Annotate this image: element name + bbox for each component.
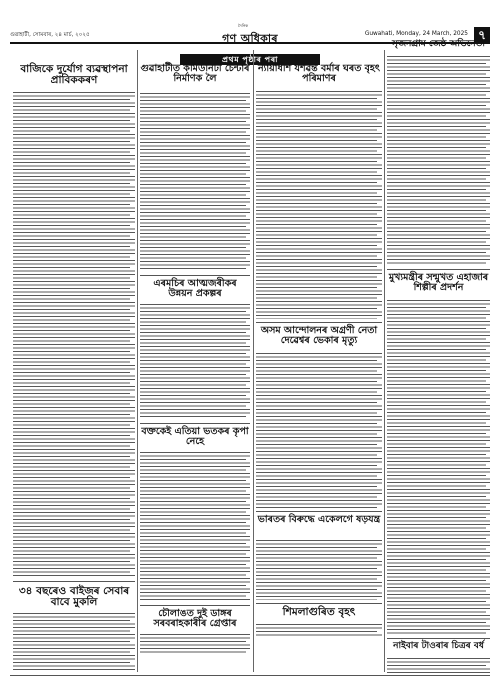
page-number: ৭ — [474, 27, 490, 43]
headline: ন্যায়াধীশ যশৱন্ত বৰ্মাৰ ঘৰত বৃহৎ পৰিমাণৰ — [258, 63, 380, 84]
article-body — [140, 452, 250, 602]
masthead-sub: দৈনিক — [238, 23, 249, 28]
headline: সৃজনগ্ৰাম জেষ্ঠ অভিনেতা — [392, 39, 485, 49]
story-divider — [140, 275, 250, 276]
column-3 — [256, 64, 382, 638]
story-divider — [140, 605, 250, 606]
article-body — [387, 300, 490, 635]
headline: এৰমচিৰ আত্মজৰীকৰ উন্নয়ন প্ৰকল্পৰ — [153, 278, 237, 299]
headline: গুৱাহাটীত কমিউনিটী চেন্টাৰ নিৰ্মাণক লৈ — [140, 63, 250, 84]
story-divider — [140, 423, 250, 424]
article-body — [256, 91, 382, 319]
headline: চৌলাঙত দুই ডাঙ্গৰ সৰবৰাহকাৰীৰ গ্ৰেপ্তাৰ — [153, 608, 237, 629]
column-divider — [384, 50, 385, 672]
story-divider — [387, 638, 490, 639]
assamese-date: গুৱাহাটী, সোমবাৰ, ২৪ মাৰ্চ, ২০২৫ — [10, 32, 90, 38]
article-body — [140, 304, 250, 419]
headline: বক্তকেই এতিয়া ভতকৰ কৃপা নেহে — [141, 426, 249, 447]
article-body — [387, 56, 490, 266]
article-body — [140, 93, 250, 271]
article-body — [140, 634, 250, 654]
column-1 — [13, 64, 135, 672]
headline: নাইবাৰ টাওৰাৰ চিত্ৰৰ বৰ্ধ — [393, 641, 484, 651]
headline: বাজিকে দুৰ্যোগ ব্যৱস্থাপনা প্ৰাবিককৰণ — [20, 63, 128, 87]
headline: ভাৰতৰ বিৰুদ্ধে একেলগে ষড়যন্ত্ৰ — [257, 514, 381, 525]
story-divider — [256, 511, 382, 512]
story-divider — [387, 269, 490, 270]
headline: অসম আন্দোলনৰ অগ্ৰণী নেতা দেৱেশ্বৰ ভেকাৰ মৃত্যু — [260, 325, 378, 346]
article-body — [13, 613, 135, 672]
column-divider — [253, 50, 254, 672]
footer-rule — [10, 675, 490, 676]
story-divider — [256, 322, 382, 323]
article-body — [256, 540, 382, 600]
column-4 — [387, 40, 490, 676]
headline: মুখ্যমন্ত্ৰীৰ সন্মুখত এহাজাৰ শিল্পীৰ প্ৰদৰ্শন — [388, 272, 489, 293]
section-banner: প্ৰথম পৃষ্ঠাৰ পৰা — [180, 54, 320, 65]
headline: শিমলাগুৰিত বৃহৎ — [282, 606, 356, 618]
masthead-title: গণ অধিকাৰ — [222, 32, 278, 45]
story-divider — [256, 603, 382, 604]
headline: ৩৪ বছৰেও বাইজৰ সেবাৰ বাবে মুকলি — [18, 585, 130, 609]
column-2 — [140, 64, 250, 654]
article-body — [256, 353, 382, 508]
masthead — [200, 23, 300, 49]
article-body — [387, 658, 490, 676]
article-body — [13, 92, 135, 577]
story-divider — [13, 581, 135, 582]
column-divider — [137, 50, 138, 672]
article-body — [256, 624, 382, 638]
english-date: Guwahati, Monday, 24 March, 2025 — [364, 31, 468, 37]
